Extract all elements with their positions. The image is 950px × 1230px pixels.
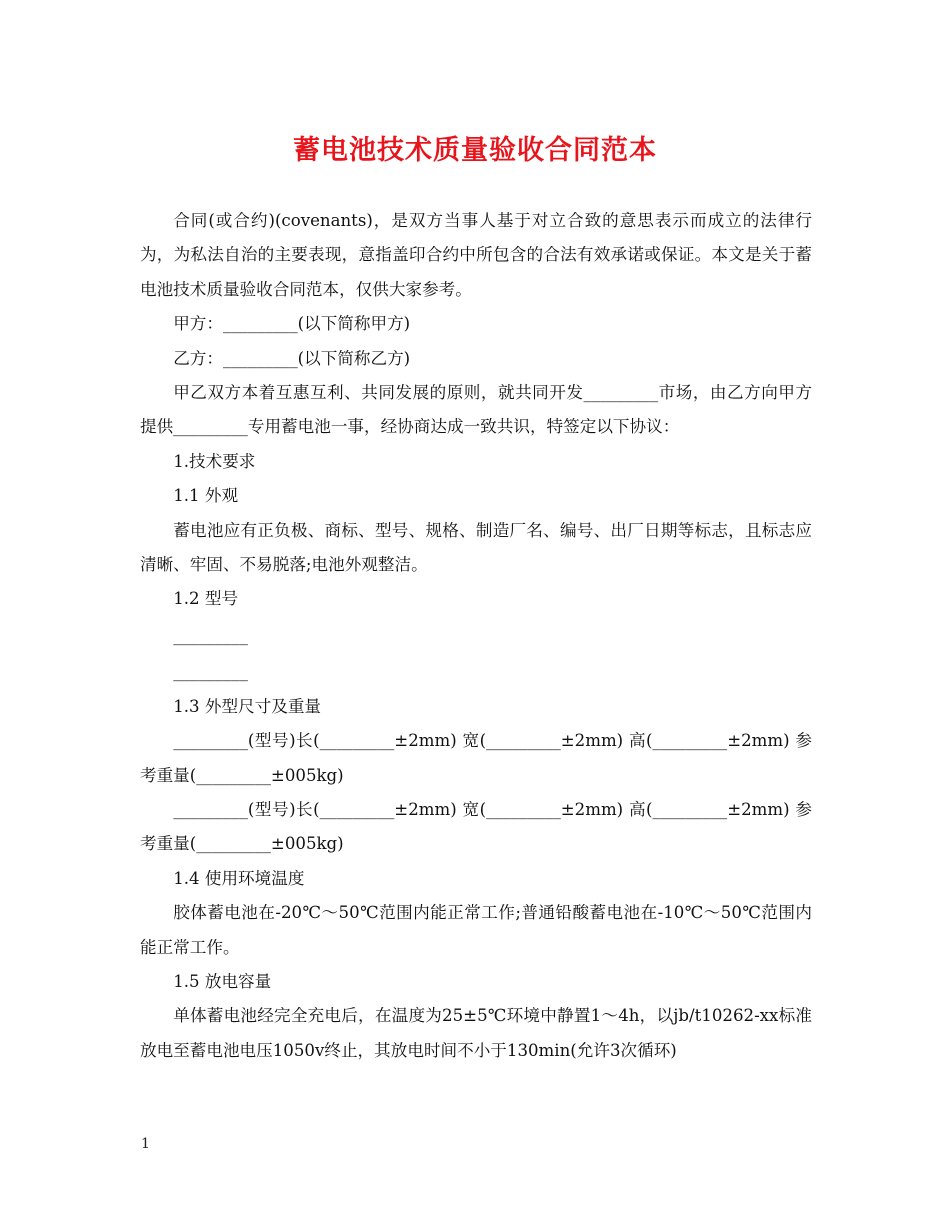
- model-blank-2: _________: [173, 662, 248, 682]
- page-number: 1: [141, 1136, 150, 1152]
- paragraph-agreement: 甲乙双方本着互惠互利、共同发展的原则，就共同开发_________市场，由乙方向甲方提供_________专用蓄电池一事，经协商达成一致共识，特签定以下协议：: [140, 383, 812, 437]
- model-blank-1: _________: [173, 625, 248, 645]
- paragraph-dimensions-2: _________(型号)长(_________±2mm) 宽(_________±2mm) 高(_________±2mm) 参考重量(_________±005kg): [140, 799, 812, 854]
- paragraph-discharge-capacity: 单体蓄电池经完全充电后，在温度为25±5℃环境中静置1～4h，以jb/t10262-xx标准放电至蓄电池电压1050v终止，其放电时间不小于130min(允许3次循环): [140, 1006, 812, 1060]
- paragraph-operating-temperature: 胶体蓄电池在-20℃～50℃范围内能正常工作;普通铅酸蓄电池在-10℃～50℃范围内能正常工作。: [140, 903, 812, 957]
- heading-model: 1.2 型号: [173, 589, 239, 609]
- heading-dimensions-weight: 1.3 外型尺寸及重量: [173, 696, 322, 716]
- paragraph-dimensions-1: _________(型号)长(_________±2mm) 宽(_________±2mm) 高(_________±2mm) 参考重量(_________±005kg): [140, 731, 812, 785]
- paragraph-appearance: 蓄电池应有正负极、商标、型号、规格、制造厂名、编号、出厂日期等标志，且标志应清晰、牢固、不易脱落;电池外观整洁。: [140, 520, 812, 575]
- paragraph-intro: 合同(或合约)(covenants)，是双方当事人基于对立合致的意思表示而成立的法律行为，为私法自治的主要表现，意指盖印合约中所包含的合法有效承诺或保证。本文是关于蓄电池技术质量验收合同范本，仅供大家参考。: [140, 211, 812, 299]
- paragraph-party-b: 乙方：_________(以下简称乙方): [173, 348, 411, 368]
- heading-appearance: 1.1 外观: [173, 486, 239, 506]
- heading-discharge-capacity: 1.5 放电容量: [173, 971, 272, 991]
- heading-technical-requirements: 1.技术要求: [173, 451, 256, 471]
- document-body: [140, 204, 812, 1068]
- paragraph-party-a: 甲方：_________(以下简称甲方): [173, 314, 411, 334]
- document-title: 蓄电池技术质量验收合同范本: [293, 135, 657, 166]
- heading-operating-temperature: 1.4 使用环境温度: [173, 868, 305, 888]
